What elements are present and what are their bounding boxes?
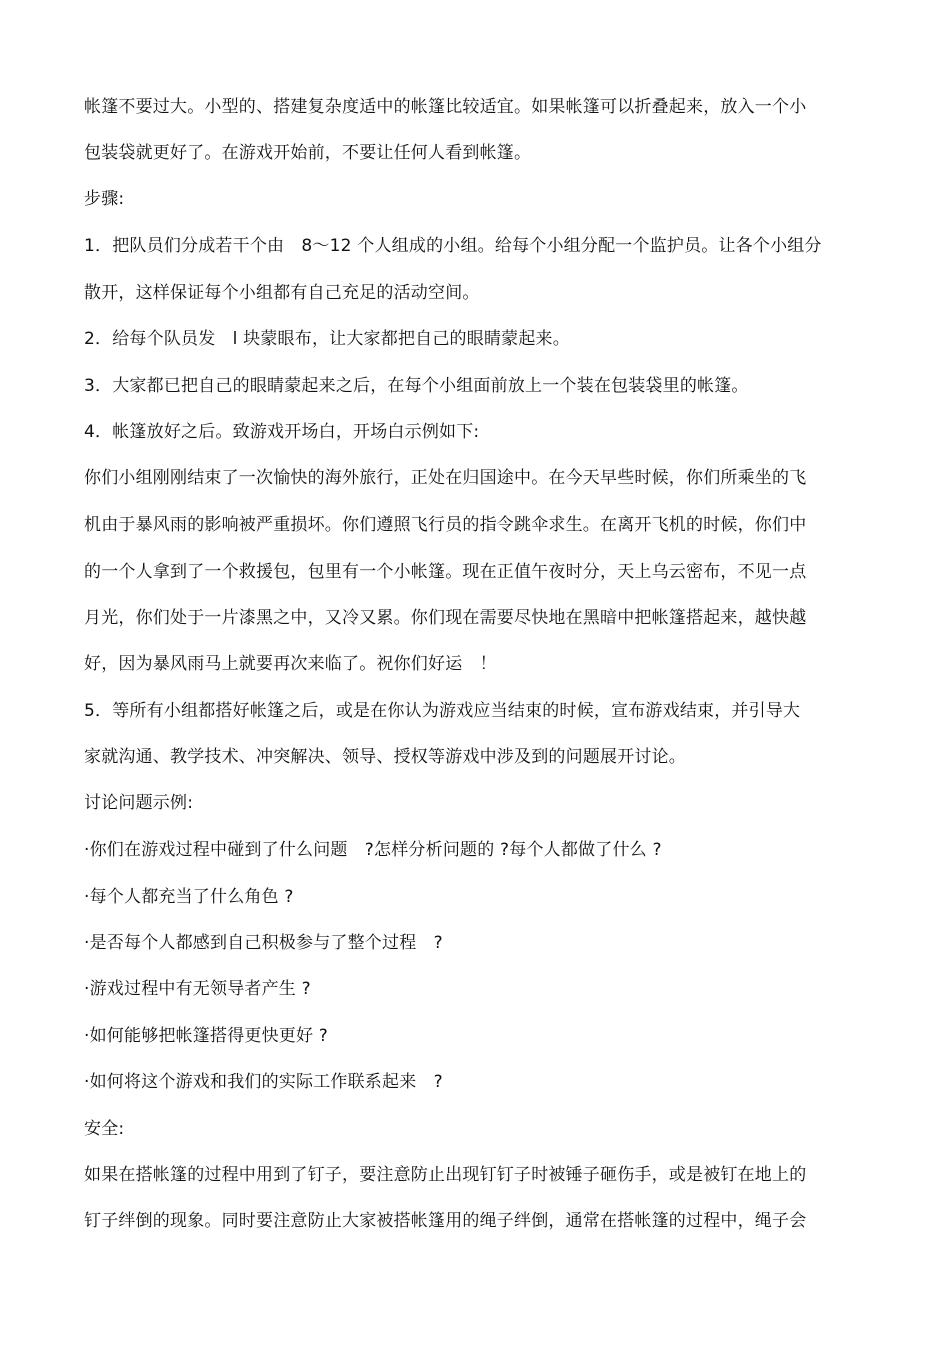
section-heading-steps: 步骤:	[84, 189, 125, 209]
discussion-question: ·如何能够把帐篷搭得更快更好 ?	[84, 1026, 329, 1046]
discussion-question: ·如何将这个游戏和我们的实际工作联系起来 ?	[84, 1072, 443, 1092]
text-line: 好，因为暴风雨马上就要再次来临了。祝你们好运 ！	[84, 654, 497, 674]
step-item: 1．把队员们分成若干个由 8～12 个人组成的小组。给每个小组分配一个监护员。让各个小组分	[84, 236, 822, 256]
section-heading-safety: 安全:	[84, 1119, 125, 1139]
step-item: 4．帐篷放好之后。致游戏开场白，开场白示例如下:	[84, 422, 480, 442]
text-line: 月光，你们处于一片漆黑之中，又冷又累。你们现在需要尽快地在黑暗中把帐篷搭起来，越快越	[84, 608, 807, 628]
discussion-question: ·你们在游戏过程中碰到了什么问题 ?怎样分析问题的 ?每个人都做了什么 ?	[84, 840, 662, 860]
section-heading-discussion: 讨论问题示例:	[84, 793, 194, 813]
step-item: 5．等所有小组都搭好帐篷之后，或是在你认为游戏应当结束的时候，宣布游戏结束，并引导大	[84, 701, 801, 721]
text-line: 你们小组刚刚结束了一次愉快的海外旅行，正处在归国途中。在今天早些时候，你们所乘坐的飞	[84, 468, 807, 488]
text-line: 如果在搭帐篷的过程中用到了钉子，要注意防止出现钉钉子时被锤子砸伤手，或是被钉在地上的	[84, 1165, 807, 1185]
discussion-question: ·游戏过程中有无领导者产生 ?	[84, 979, 311, 999]
text-line: 的一个人拿到了一个救援包，包里有一个小帐篷。现在正值午夜时分，天上乌云密布，不见一点	[84, 562, 807, 582]
discussion-question: ·是否每个人都感到自己积极参与了整个过程 ?	[84, 933, 443, 953]
text-line: 家就沟通、教学技术、冲突解决、领导、授权等游戏中涉及到的问题展开讨论。	[84, 747, 686, 767]
text-line: 包装袋就更好了。在游戏开始前，不要让任何人看到帐篷。	[84, 143, 532, 163]
step-item: 2．给每个队员发 l 块蒙眼布，让大家都把自己的眼睛蒙起来。	[84, 329, 570, 349]
step-item: 3．大家都已把自己的眼睛蒙起来之后，在每个小组面前放上一个装在包装袋里的帐篷。	[84, 376, 749, 396]
text-line: 钉子绊倒的现象。同时要注意防止大家被搭帐篷用的绳子绊倒，通常在搭帐篷的过程中，绳子会	[84, 1211, 807, 1231]
text-line: 散开，这样保证每个小组都有自己充足的活动空间。	[84, 283, 480, 303]
discussion-question: ·每个人都充当了什么角色 ?	[84, 887, 294, 907]
text-line: 机由于暴风雨的影响被严重损坏。你们遵照飞行员的指令跳伞求生。在离开飞机的时候，你们中	[84, 515, 807, 535]
text-line: 帐篷不要过大。小型的、搭建复杂度适中的帐篷比较适宜。如果帐篷可以折叠起来，放入一个小	[84, 97, 807, 117]
